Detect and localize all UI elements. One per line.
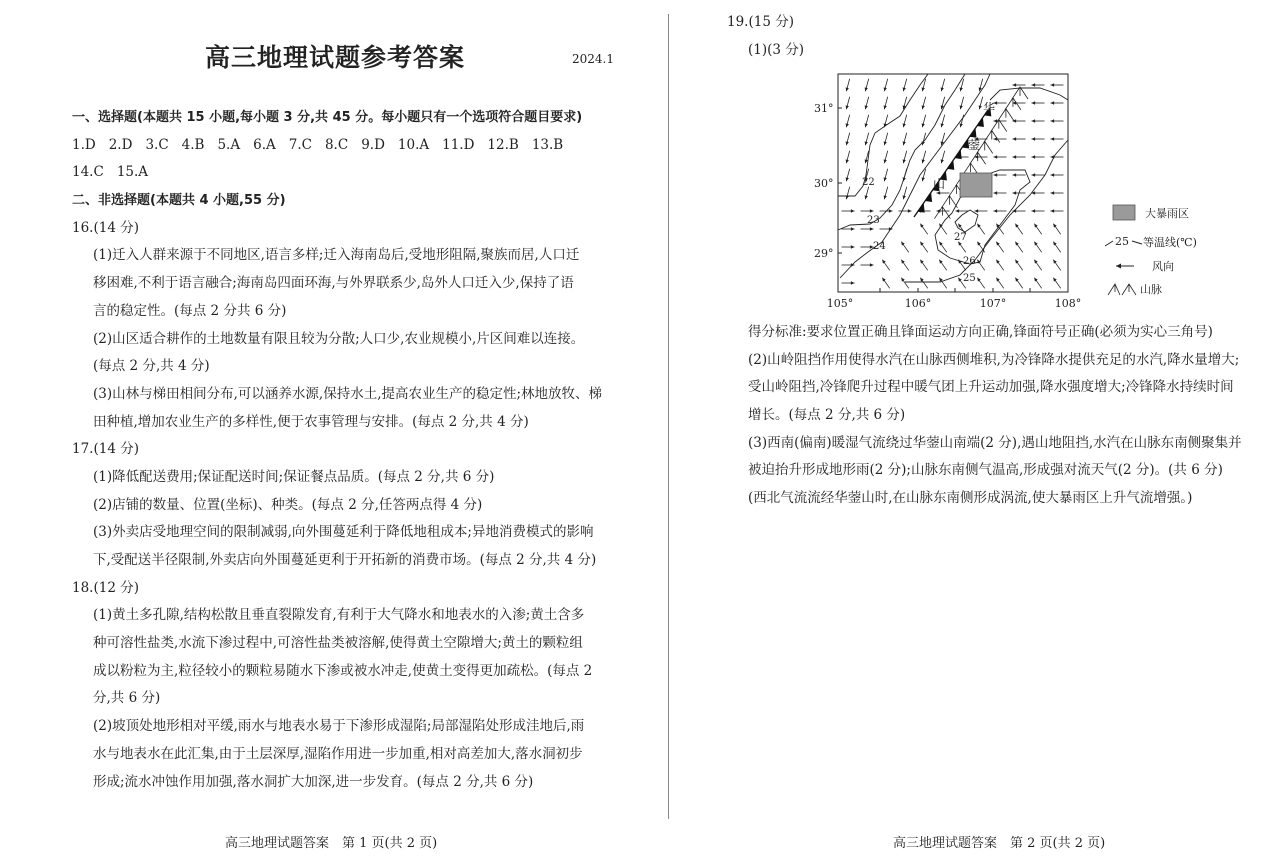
answer-item: 8.C	[324, 136, 349, 153]
wind-arrow	[941, 115, 945, 128]
wind-arrow	[1034, 242, 1041, 253]
wind-arrow	[903, 79, 907, 92]
page2-footer: 高三地理试题答案 第 2 页(共 2 页)	[893, 836, 1106, 851]
answer-line: (每点 2 分,共 4 分)	[93, 358, 210, 375]
answer-item: 12.B	[487, 136, 519, 153]
wind-arrow	[865, 97, 869, 110]
answer-line: 下,受配送半径限制,外卖店向外围蔓延更利于开拓新的消费市场。(每点 2 分,共 4 分)	[93, 552, 597, 568]
isotherm-label: 24	[873, 241, 886, 252]
wind-arrow	[994, 137, 1007, 140]
wind-arrow	[1013, 101, 1026, 104]
wind-arrow	[996, 278, 1003, 289]
wind-arrow	[941, 151, 945, 164]
wind-arrow	[861, 227, 874, 230]
lon-label: 106°	[904, 297, 932, 310]
mountain-name-char: 华	[983, 101, 996, 115]
wind-arrow	[842, 281, 855, 284]
front-triangle	[955, 150, 962, 160]
wind-arrow	[1013, 137, 1026, 140]
answer-item: 6.A	[253, 136, 276, 153]
wind-arrow	[846, 79, 850, 92]
wind-arrow	[939, 278, 946, 289]
answer-line: 水与地表水在此汇集,由于土层深厚,湿陷作用进一步加重,相对高差加大,落水洞初步	[93, 745, 583, 762]
legend-rain-swatch	[1113, 205, 1135, 220]
front-triangle	[970, 128, 977, 138]
q17-answer	[72, 464, 602, 575]
wind-arrow	[1053, 260, 1060, 271]
answer-line: 被迫抬升形成地形雨(2 分);山脉东南侧气温高,形成强对流天气(2 分)。(共 6 分)	[748, 462, 1223, 479]
wind-arrow	[939, 242, 946, 253]
wind-arrow	[846, 187, 850, 200]
wind-arrow	[1015, 278, 1022, 289]
legend-mountain-label: 山脉	[1140, 283, 1162, 296]
wind-arrow	[842, 209, 855, 212]
wind-arrow	[937, 191, 950, 194]
wind-arrow	[865, 133, 869, 146]
answers-row-1	[72, 132, 602, 160]
page-divider	[668, 14, 669, 819]
answer-line: (1)黄土多孔隙,结构松散且垂直裂隙发育,有利于大气降水和地表水的入渗;黄土含多	[93, 607, 585, 624]
page1-footer: 高三地理试题答案 第 1 页(共 2 页)	[225, 836, 438, 851]
q19-heading: 19.(15 分)	[727, 14, 794, 30]
wind-arrow	[994, 173, 1007, 176]
wind-arrow	[903, 97, 907, 110]
wind-arrow	[920, 242, 927, 253]
legend-mountain-icon	[1108, 284, 1136, 295]
wind-arrow	[899, 209, 912, 212]
wind-arrow	[920, 224, 927, 235]
answer-line: 田种植,增加农业生产的多样性,便于农事管理与安排。(每点 2 分,共 4 分)	[93, 413, 529, 430]
answer-item: 7.C	[288, 136, 312, 153]
lat-labels	[814, 102, 834, 260]
q16-answer	[72, 242, 602, 436]
mountain-symbol	[970, 152, 986, 164]
answer-item: 5.A	[217, 136, 241, 153]
wind-arrow	[920, 260, 927, 271]
answer-line: (2)山区适合耕作的土地数量有限且较为分散;人口少,农业规模小,片区间难以连接。	[93, 330, 585, 347]
wind-arrow	[941, 79, 945, 92]
wind-arrow	[977, 278, 984, 289]
answer-item: 15.A	[116, 164, 149, 181]
answer-item: 2.D	[108, 136, 133, 153]
wind-arrow	[994, 191, 1007, 194]
wind-arrow	[865, 115, 869, 128]
wind-arrow	[903, 115, 907, 128]
legend-wind-arrow-icon	[1116, 264, 1134, 269]
wind-arrow	[996, 242, 1003, 253]
wind-arrow	[1051, 209, 1064, 212]
wind-arrow	[958, 242, 965, 253]
mountain-symbol	[998, 109, 1014, 121]
wind-arrow	[882, 260, 889, 271]
wind-arrow	[1015, 260, 1022, 271]
wind-arrow	[1032, 83, 1045, 86]
wind-arrow	[842, 245, 855, 248]
isotherm-label: 22	[862, 177, 875, 188]
wind-arrow	[846, 169, 850, 182]
wind-arrow	[903, 187, 907, 200]
answer-line: (西北气流流经华蓥山时,在山脉东南侧形成涡流,使大暴雨区上升气流增强。)	[748, 490, 1193, 507]
wind-arrow	[1034, 260, 1041, 271]
wind-arrow	[977, 260, 984, 271]
wind-arrow	[884, 79, 888, 92]
wind-arrow	[1053, 242, 1060, 253]
q19-sub1: (1)(3 分)	[748, 42, 805, 58]
weather-map	[800, 65, 1240, 315]
wind-arrow	[865, 187, 869, 200]
answer-line: 增长。(每点 2 分,共 6 分)	[748, 407, 906, 424]
answer-line: 种可溶性盐类,水流下渗过程中,可溶性盐类被溶解,使得黄土空隙增大;黄土的颗粒组	[93, 635, 583, 652]
mountain-symbol	[984, 131, 1000, 143]
wind-arrow	[884, 187, 888, 200]
wind-arrow	[1013, 119, 1026, 122]
isotherm-label: 25	[963, 273, 976, 284]
legend-rain-label: 大暴雨区	[1145, 207, 1189, 220]
wind-arrow	[1013, 173, 1026, 176]
wind-arrow	[1015, 224, 1022, 235]
wind-arrow	[901, 260, 908, 271]
wind-arrow	[1053, 224, 1060, 235]
legend-isotherm-label: 等温线(℃)	[1143, 236, 1197, 249]
wind-arrow	[960, 79, 964, 92]
q19-answer	[748, 319, 1242, 513]
wind-arrows	[842, 79, 1064, 289]
answer-line: (2)山岭阻挡作用使得水汽在山脉西侧堆积,为冷锋降水提供充足的水汽,降水量增大;	[748, 351, 1240, 368]
isotherm-label: 26	[963, 256, 976, 267]
answer-line: (1)降低配送费用;保证配送时间;保证餐点品质。(每点 2 分,共 6 分)	[93, 468, 495, 485]
wind-arrow	[901, 242, 908, 253]
wind-arrow	[903, 133, 907, 146]
lat-label: 30°	[814, 177, 834, 190]
wind-arrow	[1051, 191, 1064, 194]
answer-line: (3)西南(偏南)暖湿气流绕过华蓥山南端(2 分),遇山地阻挡,水汽在山脉东南侧聚集并	[748, 434, 1242, 451]
isotherm-label: 23	[867, 215, 880, 226]
answer-line: 成以粉粒为主,粒径较小的颗粒易随水下渗或被水冲走,使黄土变得更加疏松。(每点 2	[93, 662, 593, 679]
wind-arrow	[1051, 119, 1064, 122]
wind-arrow	[922, 115, 926, 128]
answer-item: 4.B	[181, 136, 205, 153]
q18-answer	[72, 602, 602, 796]
page-title: 高三地理试题参考答案	[205, 43, 466, 72]
wind-arrow	[939, 260, 946, 271]
answer-line: 形成;流水冲蚀作用加强,落水洞扩大加深,进一步发育。(每点 2 分,共 6 分)	[93, 773, 534, 790]
wind-arrow	[846, 97, 850, 110]
q18-heading: 18.(12 分)	[72, 579, 139, 596]
wind-arrow	[1053, 278, 1060, 289]
legend-wind-label: 风向	[1152, 260, 1174, 273]
wind-arrow	[846, 115, 850, 128]
lon-label: 107°	[979, 297, 1007, 310]
wind-arrow	[1034, 224, 1041, 235]
answer-line: (3)山林与梯田相间分布,可以涵养水源,保持水土,提高农业生产的稳定性;林地放牧、梯	[93, 385, 603, 402]
wind-arrow	[884, 169, 888, 182]
isotherm-labels	[862, 177, 976, 284]
wind-arrow	[960, 97, 964, 110]
front-triangle	[918, 203, 925, 213]
page1-content	[72, 104, 602, 796]
answer-line: 移困难,不利于语言融合;海南岛四面环海,与外界联系少,岛外人口迁入少,保持了语	[93, 275, 574, 292]
wind-arrow	[861, 245, 874, 248]
wind-arrow	[1032, 209, 1045, 212]
answer-item: 14.C	[72, 164, 104, 181]
answer-line: (2)坡顶处地形相对平缓,雨水与地表水易于下渗形成湿陷;局部湿陷处形成洼地后,雨	[93, 718, 585, 735]
wind-arrow	[882, 278, 889, 289]
section-2-heading: 二、非选择题(本题共 4 小题,55 分)	[72, 193, 286, 209]
mountain-symbol	[991, 120, 1007, 132]
front-triangle	[925, 192, 932, 202]
wind-arrow	[1032, 101, 1045, 104]
mountain-symbol	[1005, 98, 1021, 110]
mountain-name-char: 山	[933, 177, 946, 191]
wind-arrow	[1032, 137, 1045, 140]
wind-arrow	[939, 224, 946, 235]
lon-labels	[827, 297, 1082, 310]
wind-arrow	[920, 278, 927, 289]
wind-arrow	[1015, 242, 1022, 253]
lat-label: 29°	[814, 247, 834, 260]
wind-arrow	[1013, 83, 1026, 86]
answer-line: 受山岭阻挡,冷锋爬升过程中暖气团上升运动加强,降水强度增大;冷锋降水持续时间	[748, 379, 1234, 396]
answer-line: (2)店铺的数量、位置(坐标)、种类。(每点 2 分,任答两点得 4 分)	[93, 496, 483, 513]
lon-label: 105°	[826, 297, 854, 310]
front-triangle	[947, 160, 954, 170]
wind-arrow	[1034, 278, 1041, 289]
front-triangle	[977, 118, 984, 128]
wind-arrow	[1032, 173, 1045, 176]
wind-arrow	[922, 151, 926, 164]
wind-arrow	[1032, 191, 1045, 194]
answer-item: 3.C	[145, 136, 169, 153]
wind-arrow	[994, 155, 1007, 158]
mountain-symbol	[941, 196, 957, 208]
answers-row-2	[72, 159, 602, 187]
map-legend	[1105, 205, 1197, 296]
wind-arrow	[994, 101, 1007, 104]
wind-arrow	[901, 278, 908, 289]
isotherm-label: 27	[954, 232, 967, 243]
answer-line: (3)外卖店受地理空间的限制减弱,向外围蔓延利于降低地租成本;异地消费模式的影响	[93, 524, 594, 541]
wind-arrow	[994, 209, 1007, 212]
exam-date: 2024.1	[572, 52, 614, 66]
wind-arrow	[865, 79, 869, 92]
answer-line: (1)迁入人群来源于不同地区,语言多样;迁入海南岛后,受地形阻隔,聚族而居,人口迁	[93, 247, 580, 264]
answer-item: 10.A	[397, 136, 430, 153]
wind-arrow	[996, 260, 1003, 271]
wind-arrow	[884, 151, 888, 164]
wind-arrow	[846, 133, 850, 146]
q16-heading: 16.(14 分)	[72, 219, 139, 236]
answer-line: 分,共 6 分)	[93, 690, 161, 707]
mountain-name-char: 蓥	[968, 138, 981, 152]
wind-arrow	[1051, 101, 1064, 104]
wind-arrow	[1051, 155, 1064, 158]
wind-arrow	[1032, 155, 1045, 158]
wind-arrow	[977, 224, 984, 235]
answer-line: 得分标准:要求位置正确且锋面运动方向正确,锋面符号正确(必须为实心三角号)	[748, 324, 1213, 340]
answer-item: 1.D	[72, 136, 96, 153]
wind-arrow	[903, 151, 907, 164]
lat-label: 31°	[814, 102, 834, 115]
wind-arrow	[1051, 83, 1064, 86]
q17-heading: 17.(14 分)	[72, 441, 139, 458]
answer-line: 言的稳定性。(每点 2 分共 6 分)	[93, 302, 287, 319]
wind-arrow	[846, 151, 850, 164]
section-1-heading: 一、选择题(本题共 15 小题,每小题 3 分,共 45 分。每小题只有一个选项符合题目要求)	[72, 110, 583, 125]
lon-label: 108°	[1054, 297, 1082, 310]
legend-isotherm-sample: 25	[1115, 235, 1129, 248]
axis-ticks	[838, 108, 1030, 292]
wind-arrow	[884, 133, 888, 146]
answer-item: 11.D	[442, 136, 475, 153]
wind-arrow	[884, 97, 888, 110]
wind-arrow	[1051, 137, 1064, 140]
wind-arrow	[975, 209, 988, 212]
wind-arrow	[1013, 155, 1026, 158]
wind-arrow	[861, 209, 874, 212]
wind-arrow	[922, 97, 926, 110]
answer-item: 9.D	[361, 136, 385, 153]
heavy-rain-area	[960, 173, 992, 197]
wind-arrow	[861, 263, 874, 266]
wind-arrow	[1051, 173, 1064, 176]
wind-arrow	[1032, 119, 1045, 122]
answer-item: 13.B	[531, 136, 564, 153]
